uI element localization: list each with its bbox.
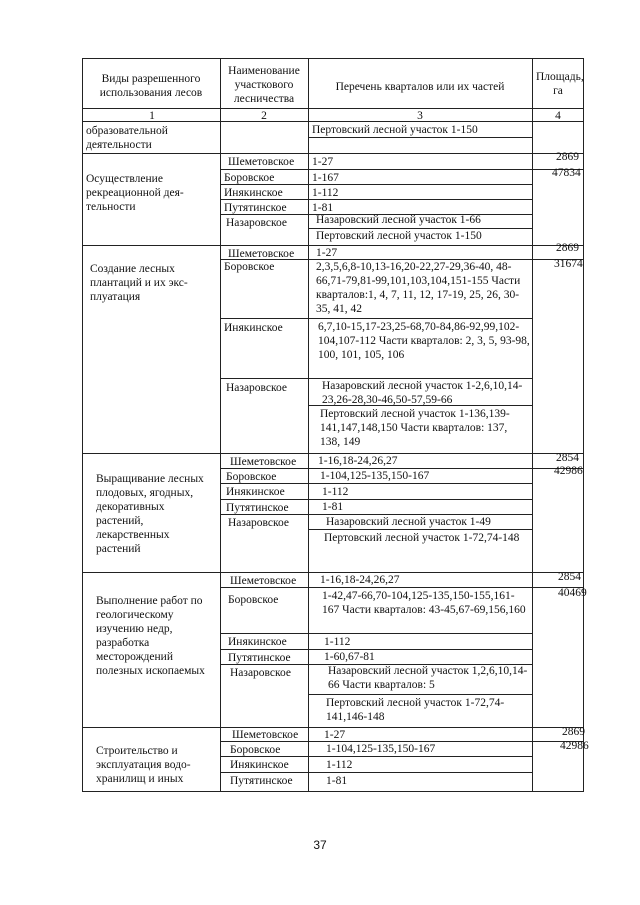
quarters-cell: 1-104,125-135,150-167 bbox=[326, 743, 436, 755]
forestry-name: Инякинское bbox=[224, 187, 283, 199]
forestry-name: Инякинское bbox=[228, 636, 287, 648]
quarters-cell: Назаровский лесной участок 1,2,6,10,14-66 Части кварталов: 5 bbox=[328, 665, 528, 691]
colnum-3: 3 bbox=[417, 110, 423, 122]
row-line bbox=[308, 137, 532, 138]
quarters-cell: 1-81 bbox=[312, 202, 334, 214]
use-growing: Выращивание лесных плодовых, ягодных, декоративных растений, лекарственных растений bbox=[96, 473, 204, 555]
quarters-cell: 1-81 bbox=[322, 501, 344, 513]
row-line bbox=[82, 153, 584, 154]
area-cell: 47834 bbox=[552, 167, 581, 179]
area-cell: 2854 bbox=[556, 452, 579, 464]
quarters-cell: Пертовский лесной участок 1-72,74-148 bbox=[324, 532, 520, 544]
use-plantations: Создание лесных плантаций и их экс-плуатация bbox=[90, 263, 188, 303]
forestry-name: Шеметовское bbox=[228, 156, 295, 168]
forestry-name: Инякинское bbox=[224, 322, 283, 334]
row-line bbox=[220, 772, 532, 773]
area-cell: 40469 bbox=[558, 587, 587, 599]
header-use: Виды разрешенного использования лесов bbox=[99, 73, 203, 99]
header-quarters: Перечень кварталов или их частей bbox=[335, 81, 505, 93]
forestry-name: Назаровское bbox=[226, 217, 288, 229]
forestry-name: Шеметовское bbox=[230, 456, 297, 468]
area-cell: 2869 bbox=[562, 726, 585, 738]
use-geology: Выполнение работ по геологическому изучению недр, разработка месторождений полезных ископаемых bbox=[96, 595, 205, 677]
quarters-cell: Назаровский лесной участок 1-49 bbox=[326, 516, 491, 528]
area-cell: 2854 bbox=[558, 571, 581, 583]
quarters-cell: 2,3,5,6,8-10,13-16,20-22,27-29,36-40, 48-66,71-79,81-99,101,103,104,151-155 Части кварталов:1, 4, 7, 11, 12, 17-19, 25, 26, 30-35, 41, 42 bbox=[316, 261, 521, 315]
row-line bbox=[220, 318, 532, 319]
row-line bbox=[220, 499, 532, 500]
use-recreation: Осуществление рекреационной дея-тельности bbox=[86, 173, 184, 213]
row-line bbox=[220, 633, 532, 634]
page-number: 37 bbox=[313, 838, 327, 852]
quarters-cell: 1-60,67-81 bbox=[324, 651, 375, 663]
forestry-name: Боровское bbox=[224, 261, 275, 273]
header-forestry: Наименование участкового лесничества bbox=[228, 65, 300, 105]
forestry-name: Шеметовское bbox=[228, 248, 295, 260]
forestry-name: Путятинское bbox=[230, 775, 293, 787]
row-line bbox=[220, 756, 532, 757]
use-education: образовательной деятельности bbox=[86, 125, 168, 151]
forestry-name: Шеметовское bbox=[232, 729, 299, 741]
forestry-name: Инякинское bbox=[226, 486, 285, 498]
colnum-2: 2 bbox=[261, 110, 267, 122]
forestry-name: Назаровское bbox=[230, 667, 292, 679]
row-line bbox=[220, 483, 532, 484]
row-line bbox=[308, 694, 532, 695]
header-area: Площадь, га bbox=[536, 71, 584, 97]
forestry-name: Путятинское bbox=[224, 202, 287, 214]
area-cell: 2869 bbox=[556, 242, 579, 254]
forestry-name: Боровское bbox=[230, 744, 281, 756]
colnum-1: 1 bbox=[149, 110, 155, 122]
quarters-cell: Пертовский лесной участок 1-150 bbox=[316, 230, 482, 242]
quarters-cell: Пертовский лесной участок 1-150 bbox=[312, 124, 478, 136]
quarters-cell: 1-16,18-24,26,27 bbox=[320, 574, 400, 586]
area-cell: 2869 bbox=[556, 151, 579, 163]
colnum-4: 4 bbox=[555, 110, 561, 122]
quarters-cell: Пертовский лесной участок 1-136,139-141,147,148,150 Части кварталов: 137, 138, 149 bbox=[320, 408, 510, 448]
quarters-cell: 1-112 bbox=[326, 759, 353, 771]
row-line bbox=[220, 184, 532, 185]
quarters-cell: 1-16,18-24,26,27 bbox=[318, 455, 398, 467]
forestry-name: Инякинское bbox=[230, 759, 289, 771]
quarters-cell: 1-104,125-135,150-167 bbox=[320, 470, 430, 482]
row-line bbox=[220, 199, 532, 200]
row-line bbox=[308, 405, 532, 406]
quarters-cell: 1-42,47-66,70-104,125-135,150-155,161-167 Части кварталов: 43-45,67-69,156,160 bbox=[322, 590, 526, 616]
quarters-cell: Назаровский лесной участок 1-2,6,10,14-23,26-28,30-46,50-57,59-66 bbox=[322, 380, 523, 406]
quarters-cell: 1-27 bbox=[324, 729, 346, 741]
row-line bbox=[82, 121, 584, 122]
quarters-cell: 1-112 bbox=[322, 486, 349, 498]
row-line bbox=[220, 169, 584, 170]
forestry-name: Путятинское bbox=[226, 502, 289, 514]
quarters-cell: 1-27 bbox=[316, 247, 338, 259]
forestry-name: Назаровское bbox=[226, 382, 288, 394]
forestry-name: Боровское bbox=[226, 471, 277, 483]
area-cell: 42986 bbox=[560, 740, 589, 752]
quarters-cell: 1-112 bbox=[324, 636, 351, 648]
quarters-cell: Назаровский лесной участок 1-66 bbox=[316, 214, 481, 226]
area-cell: 42986 bbox=[554, 465, 583, 477]
forestry-name: Назаровское bbox=[228, 517, 290, 529]
row-line bbox=[308, 529, 532, 530]
forestry-name: Боровское bbox=[228, 594, 279, 606]
quarters-cell: 6,7,10-15,17-23,25-68,70-84,86-92,99,102-104,107-112 Части кварталов: 2, 3, 5, 93-98, 100, 101, 105, 106 bbox=[318, 321, 530, 361]
forestry-name: Шеметовское bbox=[230, 575, 297, 587]
forestry-name: Путятинское bbox=[228, 652, 291, 664]
row-line bbox=[220, 649, 532, 650]
quarters-cell: 1-81 bbox=[326, 775, 348, 787]
forestry-name: Боровское bbox=[224, 172, 275, 184]
quarters-cell: 1-167 bbox=[312, 172, 339, 184]
quarters-cell: 1-27 bbox=[312, 156, 334, 168]
quarters-cell: 1-112 bbox=[312, 187, 339, 199]
use-construction: Строительство и эксплуатация водо-хранилищ и иных bbox=[96, 745, 191, 785]
row-line bbox=[220, 587, 584, 588]
area-cell: 31674 bbox=[554, 258, 583, 270]
quarters-cell: Пертовский лесной участок 1-72,74-141,146-148 bbox=[326, 697, 505, 723]
